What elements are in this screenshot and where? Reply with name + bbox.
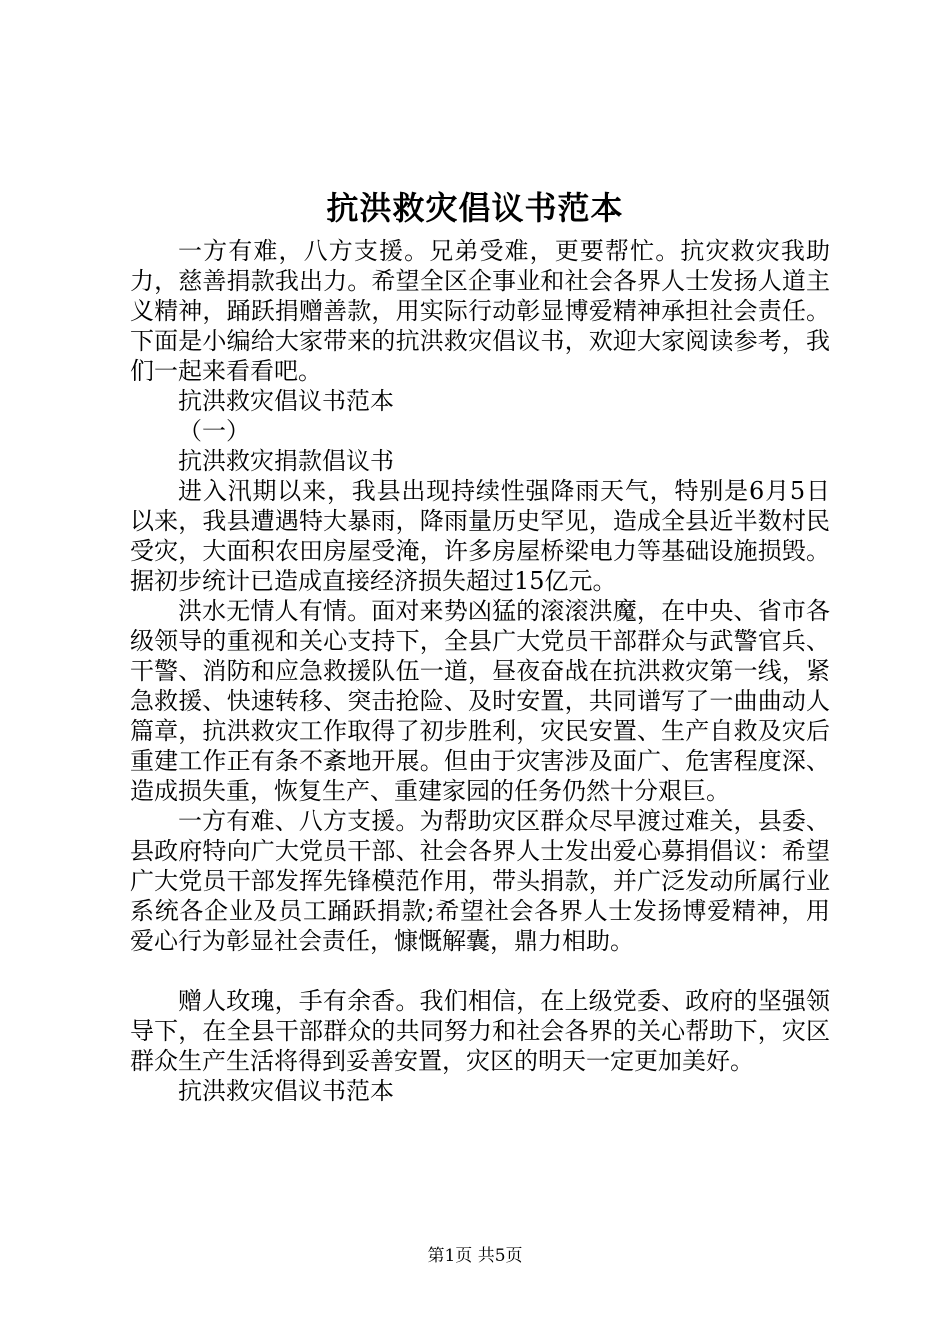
section-heading: 抗洪救灾倡议书范本	[178, 387, 394, 415]
document-title: 抗洪救灾倡议书范本	[326, 189, 624, 227]
subsection-heading: 抗洪救灾捐款倡议书	[178, 447, 394, 475]
body-paragraph: 进入汛期以来，我县出现持续性强降雨天气，特别是6月5日以来，我县遭遇特大暴雨，降雨量历史罕见，造成全县近半数村民受灾，大面积农田房屋受淹，许多房屋桥梁电力等基础设施损毁。据初步统计已造成直接经济损失超过15亿元。	[130, 477, 830, 595]
document-body	[130, 236, 830, 1106]
body-paragraph: 一方有难、八方支援。为帮助灾区群众尽早渡过难关，县委、县政府特向广大党员干部、社会各界人士发出爱心募捐倡议：希望广大党员干部发挥先锋模范作用，带头捐款，并广泛发动所属行业系统各企业及员工踊跃捐款;希望社会各界人士发扬博爱精神，用爱心行为彰显社会责任，慷慨解囊，鼎力相助。	[130, 807, 830, 955]
intro-paragraph: 一方有难，八方支援。兄弟受难，更要帮忙。抗灾救灾我助力，慈善捐款我出力。希望全区企事业和社会各界人士发扬人道主义精神，踊跃捐赠善款，用实际行动彰显博爱精神承担社会责任。下面是小编给大家带来的抗洪救灾倡议书，欢迎大家阅读参考，我们一起来看看吧。	[130, 237, 830, 385]
body-paragraph: 洪水无情人有情。面对来势凶猛的滚滚洪魔，在中央、省市各级领导的重视和关心支持下，全县广大党员干部群众与武警官兵、干警、消防和应急救援队伍一道，昼夜奋战在抗洪救灾第一线，紧急救援、快速转移、突击抢险、及时安置，共同谱写了一曲曲动人篇章，抗洪救灾工作取得了初步胜利，灾民安置、生产自救及灾后重建工作正有条不紊地开展。但由于灾害涉及面广、危害程度深、造成损失重，恢复生产、重建家园的任务仍然十分艰巨。	[130, 597, 830, 805]
section-heading: 抗洪救灾倡议书范本	[178, 1077, 394, 1105]
section-number: （一）	[178, 417, 250, 445]
paragraph-spacer	[130, 956, 830, 986]
body-paragraph: 赠人玫瑰，手有余香。我们相信，在上级党委、政府的坚强领导下，在全县干部群众的共同努力和社会各界的关心帮助下，灾区群众生产生活将得到妥善安置，灾区的明天一定更加美好。	[130, 987, 830, 1075]
page-footer: 第1页 共5页	[427, 1246, 523, 1266]
